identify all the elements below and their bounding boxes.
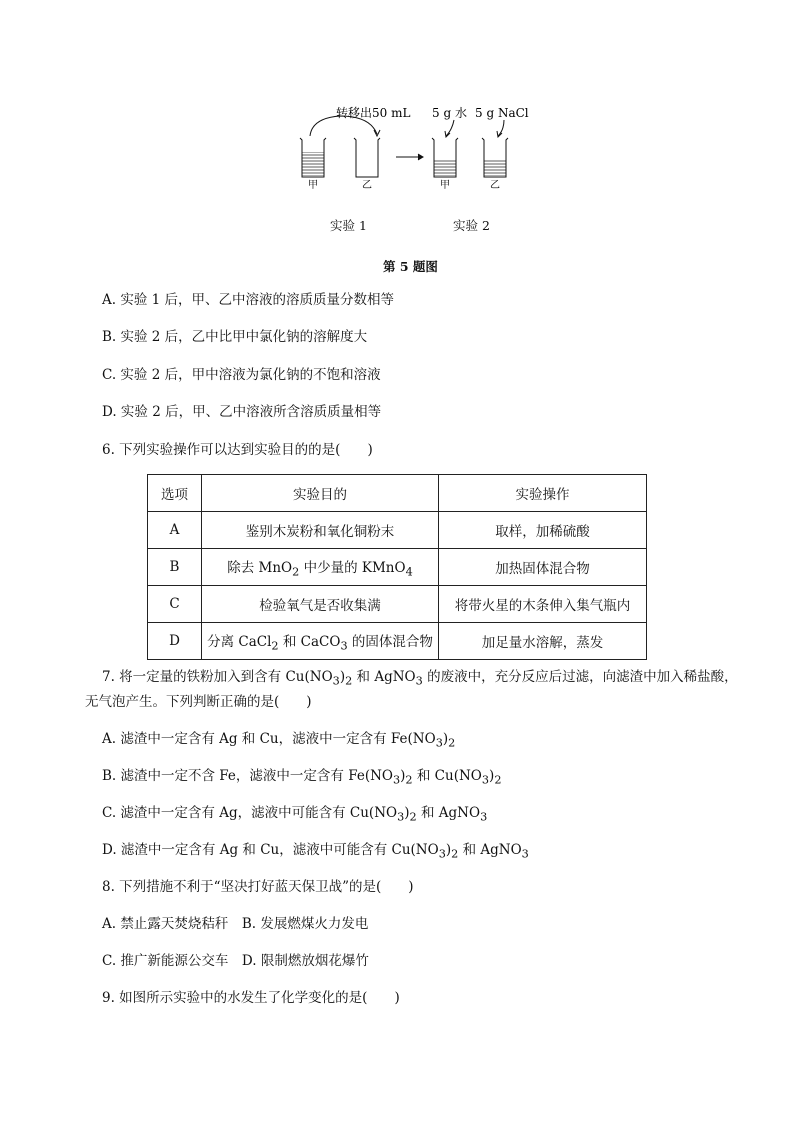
experiment-1-label: 实验 1: [330, 218, 367, 233]
beaker-jia-1: [300, 138, 326, 177]
q7-option-a: A. 滤渣中一定含有 Ag 和 Cu，滤液中一定含有 $Fe(NO_3)_2$: [102, 731, 456, 750]
table-header-option: 选项: [148, 475, 202, 512]
table-cell-operation: 加足量水溶解，蒸发: [439, 623, 647, 660]
table-row: [148, 623, 647, 660]
q5-option-a: A. 实验 1 后，甲、乙中溶液的溶质质量分数相等: [102, 292, 395, 308]
beaker-jia-2: [432, 138, 458, 177]
table-cell-purpose: 分离 CaCl$_2$ 和 CaCO$_3$ 的固体混合物: [202, 623, 439, 660]
beaker-experiment-figure: [290, 100, 540, 195]
nacl-label: 5 g NaCl: [475, 106, 529, 120]
q9-stem: 9. 如图所示实验中的水发生了化学变化的是( ): [102, 990, 400, 1006]
table-cell-operation: 加热固体混合物: [439, 549, 647, 586]
table-row: [148, 512, 647, 549]
table-cell-option: D: [148, 623, 202, 660]
q7-option-d: D. 滤渣中一定含有 Ag 和 Cu，滤液中可能含有 $Cu(NO_3)_2$ 和 AgNO$_3$: [102, 842, 529, 861]
q7-option-b: B. 滤渣中一定不含 Fe，滤液中一定含有 $Fe(NO_3)_2$ 和 $Cu(NO_3)_2$: [102, 768, 502, 787]
q7-stem-line2: 无气泡产生。下列判断正确的是( ): [85, 694, 312, 710]
transfer-label: 转移出50 mL: [336, 106, 411, 120]
table-cell-operation: 将带火星的木条伸入集气瓶内: [439, 586, 647, 623]
q8-options-line2: C. 推广新能源公交车 D. 限制燃放烟花爆竹: [102, 953, 369, 969]
table-header-operation: 实验操作: [439, 475, 647, 512]
q6-options-table: [147, 474, 647, 660]
q8-stem: 8. 下列措施不利于“坚决打好蓝天保卫战”的是( ): [102, 879, 414, 895]
beaker-label-yi-2: 乙: [490, 180, 500, 191]
beaker-label-jia-2: 甲: [440, 180, 450, 191]
table-cell-option: B: [148, 549, 202, 586]
experiment-2-label: 实验 2: [453, 218, 490, 233]
table-row: [148, 549, 647, 586]
table-row: [148, 586, 647, 623]
q5-option-d: D. 实验 2 后，甲、乙中溶液所含溶质质量相等: [102, 404, 382, 420]
table-cell-purpose: 除去 MnO$_2$ 中少量的 KMnO$_4$: [202, 549, 439, 586]
beaker-yi-2: [482, 138, 508, 177]
table-cell-purpose: 检验氧气是否收集满: [202, 586, 439, 623]
table-header-purpose: 实验目的: [202, 475, 439, 512]
beaker-yi-1: [354, 138, 380, 177]
q5-option-b: B. 实验 2 后，乙中比甲中氯化钠的溶解度大: [102, 329, 368, 345]
table-cell-operation: 取样，加稀硫酸: [439, 512, 647, 549]
q7-option-c: C. 滤渣中一定含有 Ag，滤液中可能含有 $Cu(NO_3)_2$ 和 AgNO$_3$: [102, 805, 488, 824]
beaker-label-yi-1: 乙: [362, 180, 372, 191]
q8-options-line1: A. 禁止露天焚烧秸秆 B. 发展燃煤火力发电: [102, 916, 369, 932]
q6-stem: 6. 下列实验操作可以达到实验目的的是( ): [102, 442, 373, 458]
table-cell-purpose: 鉴别木炭粉和氧化铜粉末: [202, 512, 439, 549]
q5-option-c: C. 实验 2 后，甲中溶液为氯化钠的不饱和溶液: [102, 367, 381, 383]
table-cell-option: C: [148, 586, 202, 623]
q7-stem-line1: 7. 将一定量的铁粉加入到含有 $Cu(NO_3)_2$ 和 AgNO$_3$ 的废液中，充分反应后过滤，向滤渣中加入稀盐酸，: [102, 669, 738, 688]
water-label: 5 g 水: [432, 106, 467, 120]
table-cell-option: A: [148, 512, 202, 549]
beaker-label-jia-1: 甲: [308, 180, 318, 191]
table-header-row: [148, 475, 647, 512]
figure-caption: 第 5 题图: [383, 259, 438, 274]
